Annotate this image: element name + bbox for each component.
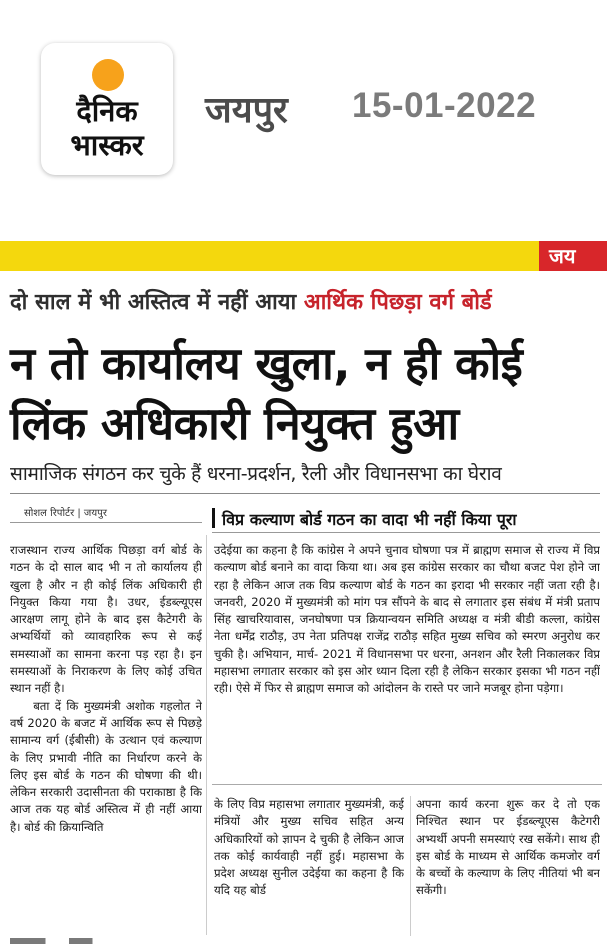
body-column-2 bbox=[214, 542, 600, 774]
headline-deck: सामाजिक संगठन कर चुके हैं धरना-प्रदर्शन, रैली और विधानसभा का घेराव bbox=[10, 463, 502, 485]
kicker-lead: दो साल में भी अस्तित्व में नहीं आया bbox=[10, 290, 304, 315]
paragraph: बता दें कि मुख्यमंत्री अशोक गहलोत ने वर्ष 2020 के बजट में आर्थिक रूप से पिछड़े सामान्य वर्ग (ईबीसी) के उत्थान एवं कल्याण के लिए प्रभावी नीति का निर्धारण करने के लिए इस बोर्ड के गठन की घोषणा की थी। लेकिन सरकारी उदासीनता की पराकाष्ठा है कि आज तक यह बोर्ड अस्तित्व में ही नहीं आया है। बोर्ड की क्रियान्विति bbox=[10, 698, 202, 834]
subhead-marker bbox=[212, 508, 215, 528]
paragraph: के लिए विप्र महासभा लगातार मुख्यमंत्री, कई मंत्रियों और मुख्य सचिव सहित अन्य अधिकारियों को ज्ञापन दे चुकी है लेकिन आज तक कोई कार्यवाही नहीं हुई। महासभा के प्रदेश अध्यक्ष सुनील उदेईया का कहना है कि यदि यह बोर्ड bbox=[214, 797, 404, 898]
headline-kicker bbox=[10, 286, 600, 316]
dainik-bhaskar-logo bbox=[41, 43, 173, 175]
ribbon-section-tag: जय bbox=[539, 241, 607, 271]
logo-text-line2: भास्कर bbox=[70, 128, 144, 162]
edition-date: 15-01-2022 bbox=[352, 86, 537, 125]
column-divider bbox=[410, 796, 411, 936]
headline-line-2: लिंक अधिकारी नियुक्त हुआ bbox=[10, 397, 459, 450]
byline: सोशल रिपोर्टर | जयपुर bbox=[24, 508, 107, 519]
paragraph: अपना कार्य करना शुरू कर दे तो एक निश्चित स्थान पर ईडब्ल्यूएस कैटेगरी अभ्यर्थी अपनी समस्याएं रख सकेंगे। साथ ही इस बोर्ड के माध्यम से आर्थिक कमजोर वर्ग के बच्चों के कल्याण के लिए नीतियां भी बन सकेंगी। bbox=[416, 797, 600, 898]
divider bbox=[10, 522, 202, 523]
cropped-next-headline bbox=[10, 938, 600, 944]
column-divider bbox=[206, 535, 207, 935]
divider bbox=[212, 784, 602, 785]
edition-city: जयपुर bbox=[205, 90, 288, 131]
body-column-3 bbox=[214, 796, 404, 936]
logo-text-line1: दैनिक bbox=[76, 94, 138, 128]
subhead-title: विप्र कल्याण बोर्ड गठन का वादा भी नहीं किया पूरा bbox=[222, 510, 517, 529]
body-column-4 bbox=[416, 796, 600, 936]
headline-line-1: न तो कार्यालय खुला, न ही कोई bbox=[10, 337, 523, 390]
logo-sun-icon bbox=[92, 59, 124, 91]
paragraph: उदेईया का कहना है कि कांग्रेस ने अपने चुनाव घोषणा पत्र में ब्राह्मण समाज से राज्य में विप्र कल्याण बोर्ड बनाने का वादा किया था। अब इस कांग्रेस सरकार का चौथा बजट पेश होने जा रहा है लेकिन आज तक विप्र कल्याण बोर्ड के गठन का इरादा भी सरकार नहीं जता रही है। जनवरी, 2020 में मुख्यमंत्री को मांग पत्र सौंपने के बाद से लगातार इस संबंध में मंत्री प्रताप सिंह खाचरियावास, जनघोषणा पत्र क्रियान्वयन समिति अध्यक्ष व मंत्री बीडी कल्ला, कांग्रेस नेता धर्मेंद्र राठौड़, उप नेता प्रतिपक्ष राजेंद्र राठौड़ सहित मुख्य सचिव को स्मरण अनुरोध कर चुकी है। अभियान, मार्च- 2021 में विधानसभा पर धरना, अनशन और रैली निकालकर विप्र महासभा लगातार सरकार को इस ओर ध्यान दिला रही है लेकिन सरकार इसका भी गठन नहीं रही। ऐसे में फिर से ब्राह्मण समाज को आंदोलन के रास्ते पर जाने मजबूर होना पड़ेगा। bbox=[214, 543, 600, 696]
body-column-1 bbox=[10, 542, 202, 932]
divider bbox=[10, 493, 600, 494]
kicker-accent: आर्थिक पिछड़ा वर्ग बोर्ड bbox=[303, 290, 492, 315]
page-ribbon bbox=[0, 241, 607, 271]
paragraph: राजस्थान राज्य आर्थिक पिछड़ा वर्ग बोर्ड के गठन के दो साल बाद भी न तो कार्यालय ही खुला है और न ही कोई लिंक अधिकारी ही नियुक्त किया गया है। उधर, ईडब्ल्यूएस आरक्षण लागू होने के बाद इस कैटेगरी के अभ्यर्थियों को व्यावहारिक रूप से कई समस्याओं का सामना करना पड़ रहा है। इन समस्याओं के निराकरण के लिए कोई उचित स्थान नहीं है। bbox=[10, 543, 202, 696]
